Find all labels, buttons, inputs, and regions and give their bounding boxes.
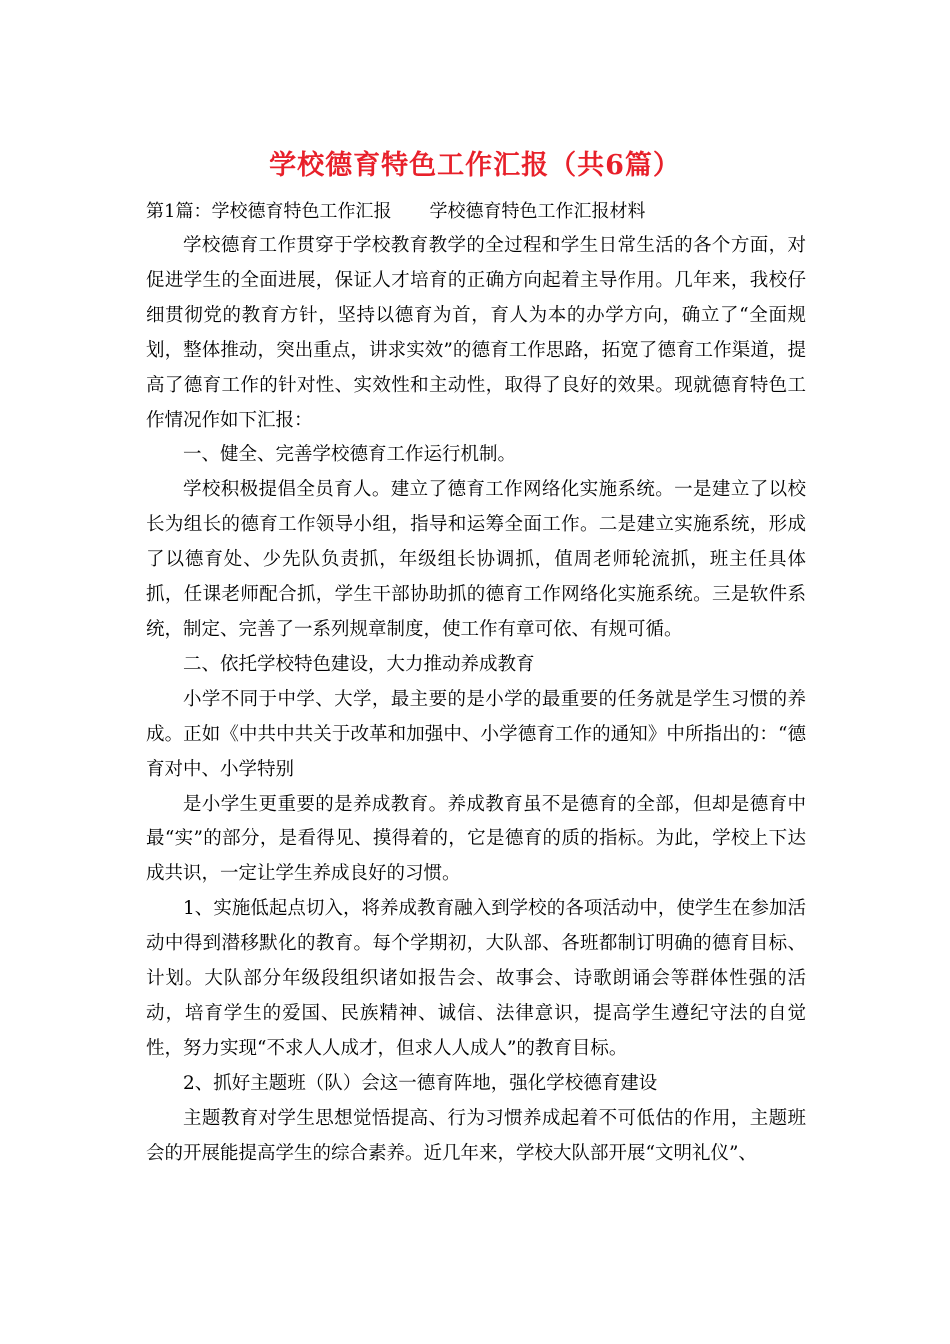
chapter-subtitle: 学校德育特色工作汇报材料 [429, 201, 646, 222]
paragraph-item-2-heading: 2、抓好主题班（队）会这一德育阵地，强化学校德育建设 [183, 1072, 658, 1094]
paragraph-item-1: 1、实施低起点切入，将养成教育融入到学校的各项活动中，使学生在参加活动中得到潜移默化的教育。每个学期初，大队部、各班都制订明确的德育目标、计划。大队部分年级段组织诸如报告会、故事会、诗歌朗诵会等群体性强的活动，培育学生的爱国、民族精神、诚信、法律意识，提高学生遵纪守法的自觉性，努力实现“不求人人成才，但求人人成人”的教育目标。 [146, 898, 806, 1059]
paragraph-intro: 学校德育工作贯穿于学校教育教学的全过程和学生日常生活的各个方面，对促进学生的全面进展，保证人才培育的正确方向起着主导作用。几年来，我校仔细贯彻党的教育方针，坚持以德育为首，育人为本的办学方向，确立了“全面规划，整体推动，突出重点，讲求实效”的德育工作思路，拓宽了德育工作渠道，提高了德育工作的针对性、实效性和主动性，取得了良好的效果。现就德育特色工作情况作如下汇报： [146, 235, 806, 431]
paragraph-habits: 小学不同于中学、大学，最主要的是小学的最重要的任务就是学生习惯的养成。正如《中共中共关于改革和加强中、小学德育工作的通知》中所指出的：“德育对中、小学特别 [146, 688, 806, 780]
chapter-heading [146, 198, 826, 226]
chapter-label: 第1篇：学校德育特色工作汇报 [146, 201, 392, 222]
document-title: 学校德育特色工作汇报（共6篇） [269, 150, 681, 181]
paragraph-mechanism: 学校积极提倡全员育人。建立了德育工作网络化实施系统。一是建立了以校长为组长的德育工作领导小组，指导和运筹全面工作。二是建立实施系统，形成了以德育处、少先队负责抓，年级组长协调抓，值周老师轮流抓，班主任具体抓，任课老师配合抓，学生干部协助抓的德育工作网络化实施系统。三是软件系统，制定、完善了一系列规章制度，使工作有章可依、有规可循。 [146, 479, 806, 640]
section-heading-1: 一、健全、完善学校德育工作运行机制。 [183, 444, 517, 466]
section-heading-2: 二、依托学校特色建设，大力推动养成教育 [183, 653, 535, 675]
document-body [146, 229, 806, 1171]
paragraph-theme-class: 主题教育对学生思想觉悟提高、行为习惯养成起着不可低估的作用，主题班会的开展能提高学生的综合素养。近几年来，学校大队部开展“文明礼仪”、 [146, 1107, 806, 1164]
paragraph-habits-cont: 是小学生更重要的是养成教育。养成教育虽不是德育的全部，但却是德育中最“实”的部分，是看得见、摸得着的，它是德育的质的指标。为此，学校上下达成共识，一定让学生养成良好的习惯。 [146, 793, 806, 885]
